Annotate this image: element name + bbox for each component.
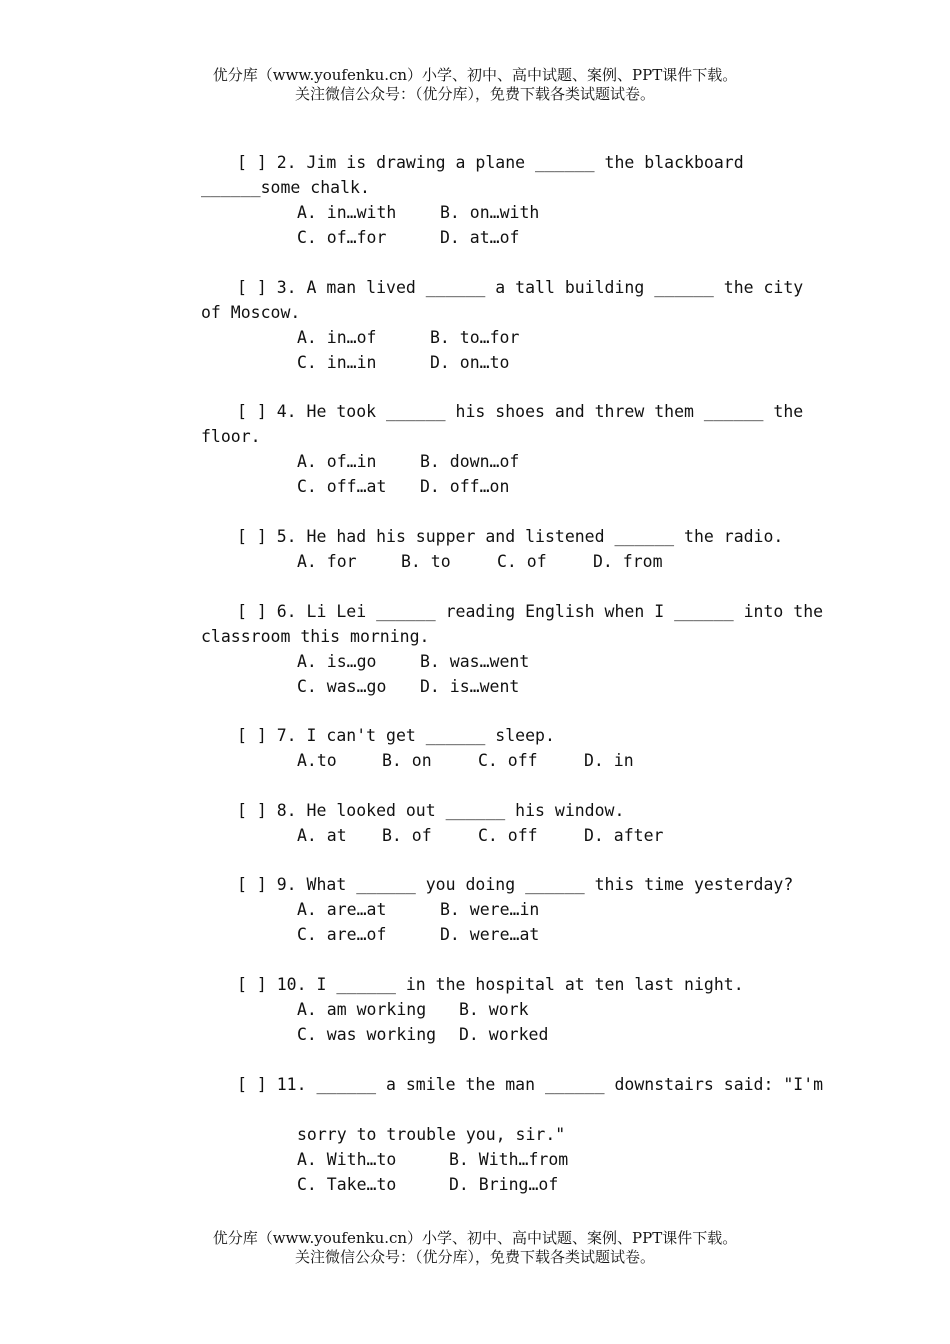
option-c: C. was…go bbox=[297, 677, 387, 696]
page-header bbox=[0, 66, 950, 104]
option-c: C. off bbox=[478, 751, 538, 770]
option-d: D. is…went bbox=[420, 677, 520, 696]
question-stem: [ ] 3. A man lived ______ a tall building ______ the city bbox=[237, 278, 804, 297]
option-b: B. work bbox=[459, 1000, 529, 1019]
footer-line-2: 关注微信公众号：（优分库），免费下载各类试题试卷。 bbox=[294, 1248, 655, 1266]
option-d: D. were…at bbox=[440, 925, 540, 944]
option-b: B. were…in bbox=[440, 900, 540, 919]
question-stem: [ ] 10. I ______ in the hospital at ten last night. bbox=[237, 975, 744, 994]
option-b: B. With…from bbox=[449, 1150, 569, 1169]
option-a: A. am working bbox=[297, 1000, 427, 1019]
question-stem-cont: floor. bbox=[201, 427, 261, 446]
option-a: A. of…in bbox=[297, 452, 377, 471]
option-c: C. was working bbox=[297, 1025, 437, 1044]
option-b: B. down…of bbox=[420, 452, 520, 471]
question-stem-cont: sorry to trouble you, sir." bbox=[297, 1125, 566, 1144]
option-c: C. of bbox=[497, 552, 547, 571]
question-stem: [ ] 5. He had his supper and listened ______ the radio. bbox=[237, 527, 784, 546]
option-d: D. at…of bbox=[440, 228, 520, 247]
question-stem: [ ] 7. I can't get ______ sleep. bbox=[237, 726, 555, 745]
option-a: A.to bbox=[297, 751, 337, 770]
option-d: D. worked bbox=[459, 1025, 549, 1044]
option-d: D. from bbox=[593, 552, 663, 571]
question-stem: [ ] 9. What ______ you doing ______ this time yesterday? bbox=[237, 875, 794, 894]
option-b: B. to…for bbox=[430, 328, 520, 347]
question-stem-cont: classroom this morning. bbox=[201, 627, 430, 646]
option-c: C. in…in bbox=[297, 353, 377, 372]
option-a: A. for bbox=[297, 552, 357, 571]
header-line-2: 关注微信公众号：（优分库），免费下载各类试题试卷。 bbox=[294, 85, 655, 103]
question-stem: [ ] 4. He took ______ his shoes and threw them ______ the bbox=[237, 402, 804, 421]
question-stem: [ ] 2. Jim is drawing a plane ______ the blackboard bbox=[237, 153, 744, 172]
footer-line-1: 优分库（www.youfenku.cn）小学、初中、高中试题、案例、PPT课件下载。 bbox=[212, 1229, 738, 1247]
page-footer bbox=[0, 1229, 950, 1267]
question-stem: [ ] 6. Li Lei ______ reading English when I ______ into the bbox=[237, 602, 824, 621]
question-stem-cont: of Moscow. bbox=[201, 303, 301, 322]
option-c: C. off…at bbox=[297, 477, 387, 496]
question-stem: [ ] 8. He looked out ______ his window. bbox=[237, 801, 625, 820]
option-b: B. was…went bbox=[420, 652, 530, 671]
option-a: A. are…at bbox=[297, 900, 387, 919]
option-b: B. on…with bbox=[440, 203, 540, 222]
option-c: C. are…of bbox=[297, 925, 387, 944]
option-a: A. in…with bbox=[297, 203, 397, 222]
header-line-1: 优分库（www.youfenku.cn）小学、初中、高中试题、案例、PPT课件下载。 bbox=[212, 66, 738, 84]
option-c: C. Take…to bbox=[297, 1175, 397, 1194]
option-a: A. at bbox=[297, 826, 347, 845]
question-stem-cont: ______some chalk. bbox=[201, 178, 370, 197]
option-b: B. of bbox=[382, 826, 432, 845]
question-11 bbox=[0, 1072, 950, 1247]
question-stem: [ ] 11. ______ a smile the man ______ downstairs said: "I'm bbox=[237, 1075, 824, 1094]
option-a: A. is…go bbox=[297, 652, 377, 671]
option-a: A. in…of bbox=[297, 328, 377, 347]
option-d: D. in bbox=[584, 751, 634, 770]
option-d: D. on…to bbox=[430, 353, 510, 372]
option-d: D. after bbox=[584, 826, 664, 845]
option-a: A. With…to bbox=[297, 1150, 397, 1169]
option-c: C. off bbox=[478, 826, 538, 845]
option-b: B. on bbox=[382, 751, 432, 770]
option-d: D. Bring…of bbox=[449, 1175, 559, 1194]
option-d: D. off…on bbox=[420, 477, 510, 496]
option-c: C. of…for bbox=[297, 228, 387, 247]
option-b: B. to bbox=[401, 552, 451, 571]
